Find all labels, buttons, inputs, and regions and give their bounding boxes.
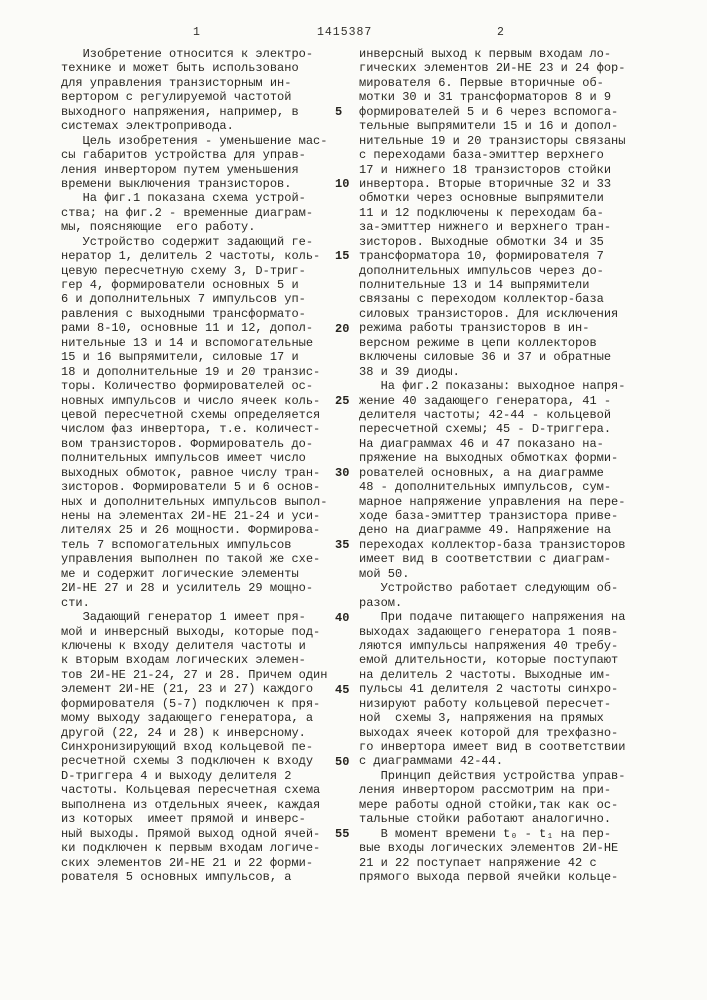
text-line: нительные 13 и 14 и вспомогательные [61, 335, 314, 350]
text-line: полнительные 13 и 14 выпрямители [359, 278, 590, 292]
line-number: 40 [335, 610, 350, 625]
text-line: рователей основных, а на диаграмме [359, 465, 604, 480]
text-line: вертором с регулируемой частотой [61, 90, 292, 105]
text-line: го инвертора имеет вид в соответствии [359, 740, 626, 754]
text-line: разом. [359, 595, 403, 610]
text-line: тель 7 вспомогательных импульсов [61, 537, 292, 552]
text-line: нительные 19 и 20 транзисторы связаны [359, 133, 626, 148]
text-column-right [359, 47, 625, 884]
text-line: переходах коллектор-база транзисторов [359, 537, 626, 552]
line-number: 30 [335, 466, 350, 481]
text-line: мы, поясняющие его работу. [61, 220, 256, 235]
text-line: цевую пересчетную схему 3, D-триг- [61, 263, 306, 278]
text-line: ных и дополнительных импульсов выпол- [61, 494, 328, 509]
text-line: режима работы транзисторов в ин- [359, 321, 590, 336]
text-line: мирователя 6. Первые вторичные об- [359, 75, 604, 90]
text-line: Цель изобретения - уменьшение мас- [61, 133, 328, 148]
text-line: полнительных импульсов имеет число [61, 451, 306, 466]
text-line: ходе база-эмиттер транзистора приве- [359, 509, 619, 523]
text-column-left [61, 47, 327, 884]
text-line: жение 40 задающего генератора, 41 - [359, 393, 612, 408]
text-line: ских элементов 2И-НЕ 21 и 22 форми- [61, 855, 314, 870]
text-line: частоты. Кольцевая пересчетная схема [61, 783, 321, 798]
text-line: к вторым входам логических элемен- [61, 653, 306, 668]
text-line: связаны с переходом коллектор-база [359, 292, 604, 307]
text-line: равления с выходными трансформато- [61, 306, 306, 321]
text-line: Задающий генератор 1 имеет пря- [61, 610, 306, 625]
text-line: ный выходы. Прямой выход одной ячей- [61, 826, 321, 841]
text-line: трансформатора 10, формирователя 7 [359, 249, 604, 264]
text-line: низируют работу кольцевой пересчет- [359, 696, 612, 711]
text-line: ления инвертором рассмотрим на при- [359, 783, 612, 798]
text-line: технике и может быть использовано [61, 61, 299, 76]
text-line: гических элементов 2И-НЕ 23 и 24 фор- [359, 61, 626, 76]
text-line: В момент времени t₀ - t₁ на пер- [359, 826, 612, 841]
text-line: ки подключен к первым входам логиче- [61, 841, 321, 856]
text-line: числом фаз инвертора, т.е. количест- [61, 422, 321, 437]
text-line: мому выходу задающего генератора, а [61, 711, 314, 726]
text-line: ключены к входу делителя частоты и [61, 638, 306, 653]
line-number: 25 [335, 393, 350, 408]
text-line: ства; на фиг.2 - временные диаграм- [61, 205, 314, 220]
line-number: 50 [335, 755, 350, 770]
left-column-number: 1 [193, 26, 201, 39]
line-number: 10 [335, 177, 350, 192]
text-line: рователя 5 основных импульсов, а [61, 869, 292, 884]
text-line: ме и содержит логические элементы [61, 566, 299, 581]
text-line: выполнена из отдельных ячеек, каждая [61, 797, 321, 812]
text-line: за-эмиттер нижнего и верхнего тран- [359, 220, 612, 235]
patent-number: 1415387 [317, 26, 373, 39]
text-line: сти. [61, 595, 90, 610]
text-line: выходных обмоток, равное числу тран- [61, 465, 321, 480]
text-line: Устройство содержит задающий ге- [61, 234, 314, 249]
text-line: зисторов. Выходные обмотки 34 и 35 [359, 234, 604, 249]
text-line: нены на элементах 2И-НЕ 21-24 и уси- [61, 509, 321, 523]
line-number: 20 [335, 321, 350, 336]
text-line: вом транзисторов. Формирователь до- [61, 436, 314, 451]
text-line: выходах задающего генератора 1 появ- [359, 624, 619, 639]
text-line: новных импульсов и число ячеек коль- [61, 393, 321, 408]
text-line: инверсный выход к первым входам ло- [359, 47, 612, 61]
text-line: с переходами база-эмиттер верхнего [359, 148, 604, 163]
text-line: инвертора. Вторые вторичные 32 и 33 [359, 176, 612, 191]
right-column-number: 2 [497, 26, 505, 39]
text-line: дополнительных импульсов через до- [359, 263, 604, 278]
text-line: мой и инверсный выходы, которые под- [61, 624, 321, 639]
text-line: ляются импульсы напряжения 40 требу- [359, 638, 619, 653]
text-line: 2И-НЕ 27 и 28 и усилитель 29 мощно- [61, 581, 314, 596]
text-line: мой 50. [359, 566, 410, 581]
text-line: цевой пересчетной схемы определяется [61, 407, 321, 422]
text-line: формирователей 5 и 6 через вспомога- [359, 104, 619, 119]
text-line: времени выключения транзисторов. [61, 176, 292, 191]
text-line: выходах ячеек которой для трехфазно- [359, 725, 619, 740]
text-line: 38 и 39 диоды. [359, 364, 460, 379]
text-line: обмотки через основные выпрямители [359, 191, 604, 206]
text-line: на делитель 2 частоты. Выходные им- [359, 667, 612, 682]
text-line: имеет вид в соответствии с диаграм- [359, 552, 612, 567]
text-line: На фиг.1 показана схема устрой- [61, 191, 306, 206]
text-line: включены силовые 36 и 37 и обратные [359, 350, 612, 365]
text-line: для управления транзисторным ин- [61, 75, 292, 90]
text-line: рами 8-10, основные 11 и 12, допол- [61, 321, 314, 336]
text-line: 17 и нижнего 18 транзисторов стойки [359, 162, 612, 177]
text-line: 18 и дополнительные 19 и 20 транзис- [61, 364, 321, 379]
text-line: управления выполнен по такой же схе- [61, 552, 321, 567]
text-line: пересчетной схемы; 45 - D-триггера. [359, 422, 612, 437]
text-line: пряжение на выходных обмотках форми- [359, 451, 619, 466]
text-line: 6 и дополнительных 7 импульсов уп- [61, 292, 306, 307]
text-line: делителя частоты; 42-44 - кольцевой [359, 407, 612, 422]
text-line: тальные стойки работают аналогично. [359, 812, 612, 827]
text-line: На диаграммах 46 и 47 показано на- [359, 436, 604, 451]
text-line: из которых имеет прямой и инверс- [61, 812, 306, 827]
text-line: D-триггера 4 и выходу делителя 2 [61, 768, 292, 783]
text-line: дено на диаграмме 49. Напряжение на [359, 523, 612, 538]
text-line: гер 4, формирователи основных 5 и [61, 278, 299, 292]
text-line: марное напряжение управления на пере- [359, 494, 626, 509]
text-line: зисторов. Формирователи 5 и 6 основ- [61, 480, 321, 495]
text-line: силовых транзисторов. Для исключения [359, 306, 619, 321]
text-line: торы. Количество формирователей ос- [61, 379, 314, 394]
text-line: тельные выпрямители 15 и 16 и допол- [359, 119, 619, 134]
line-number: 35 [335, 538, 350, 553]
text-line: 21 и 22 поступает напряжение 42 с [359, 855, 597, 870]
text-line: сы габаритов устройства для управ- [61, 148, 306, 163]
text-line: тов 2И-НЕ 21-24, 27 и 28. Причем один [61, 667, 328, 682]
text-line: пульсы 41 делителя 2 частоты синхро- [359, 682, 619, 697]
text-line: Синхронизирующий вход кольцевой пе- [61, 740, 314, 754]
text-line: лителях 25 и 26 мощности. Формирова- [61, 523, 321, 538]
text-line: Устройство работает следующим об- [359, 581, 619, 596]
text-line: При подаче питающего напряжения на [359, 610, 626, 625]
text-line: мере работы одной стойки,так как ос- [359, 797, 619, 812]
text-line: нератор 1, делитель 2 частоты, коль- [61, 249, 321, 264]
text-line: ресчетной схемы 3 подключен к входу [61, 754, 314, 769]
line-number: 55 [335, 827, 350, 842]
text-line: другой (22, 24 и 28) к инверсному. [61, 725, 306, 740]
text-line: 15 и 16 выпрямители, силовые 17 и [61, 350, 299, 365]
text-line: прямого выхода первой ячейки кольце- [359, 869, 619, 884]
text-line: На фиг.2 показаны: выходное напря- [359, 379, 626, 394]
text-line: системах электропривода. [61, 119, 234, 134]
line-number: 45 [335, 682, 350, 697]
text-line: емой длительности, которые поступают [359, 653, 619, 668]
text-line: выходного напряжения, например, в [61, 104, 299, 119]
text-line: мотки 30 и 31 трансформаторов 8 и 9 [359, 90, 612, 105]
line-number: 5 [335, 104, 343, 119]
text-line: Принцип действия устройства управ- [359, 768, 626, 783]
text-line: вые входы логических элементов 2И-НЕ [359, 841, 619, 856]
text-line: 48 - дополнительных импульсов, сум- [359, 480, 612, 495]
text-line: версном режиме в цепи коллекторов [359, 335, 597, 350]
text-line: ной схемы 3, напряжения на прямых [359, 711, 604, 726]
text-line: элемент 2И-НЕ (21, 23 и 27) каждого [61, 682, 314, 697]
text-line: 11 и 12 подключены к переходам ба- [359, 205, 604, 220]
line-number: 15 [335, 249, 350, 264]
text-line: с диаграммами 42-44. [359, 754, 504, 769]
text-line: Изобретение относится к электро- [61, 47, 314, 61]
text-line: ления инвертором путем уменьшения [61, 162, 299, 177]
text-line: формирователя (5-7) подключен к пря- [61, 696, 321, 711]
